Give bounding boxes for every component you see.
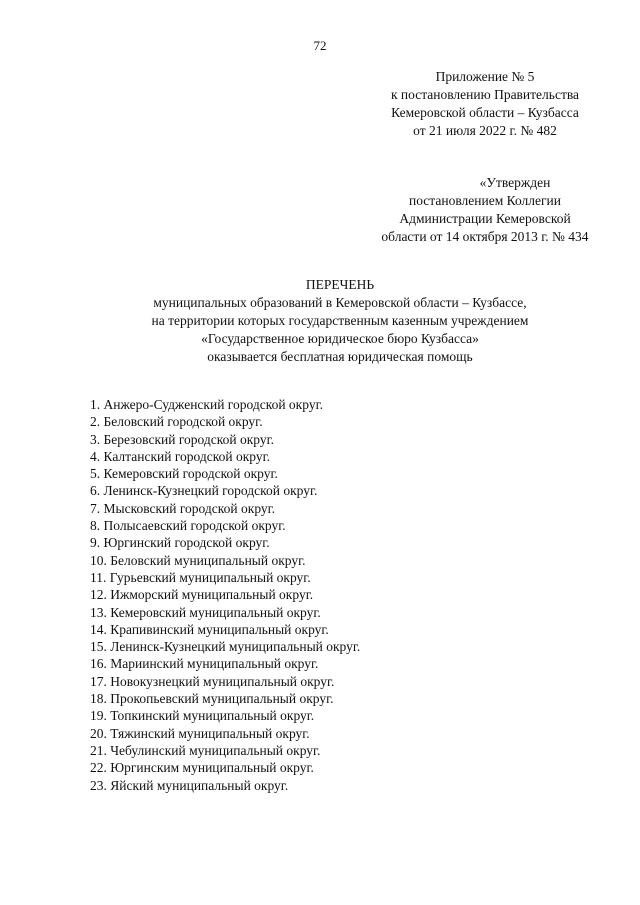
list-item: 6. Ленинск-Кузнецкий городской округ. bbox=[90, 483, 318, 499]
list-item: 17. Новокузнецкий муниципальный округ. bbox=[90, 673, 335, 689]
list-item: 14. Крапивинский муниципальный округ. bbox=[90, 621, 329, 637]
approval-line: постановлением Коллегии bbox=[409, 193, 561, 208]
approval-line: Администрации Кемеровской bbox=[399, 211, 571, 226]
appendix-line: Приложение № 5 bbox=[435, 69, 535, 84]
document-heading bbox=[110, 276, 570, 366]
appendix-line: к постановлению Правительства bbox=[390, 87, 580, 102]
list-item: 19. Топкинский муниципальный округ. bbox=[90, 708, 315, 724]
list-item: 10. Беловский муниципальный округ. bbox=[90, 552, 306, 568]
heading-line: «Государственное юридическое бюро Кузбасса» bbox=[201, 331, 479, 346]
appendix-line: Кемеровской области – Кузбасса bbox=[391, 105, 579, 120]
appendix-line: от 21 июля 2022 г. № 482 bbox=[413, 123, 557, 138]
list-item: 4. Калтанский городской округ. bbox=[90, 448, 270, 464]
list-item: 15. Ленинск-Кузнецкий муниципальный округ. bbox=[90, 639, 361, 655]
heading-line: на территории которых государственным казенным учреждением bbox=[151, 313, 529, 328]
list-item: 9. Юргинский городской округ. bbox=[90, 535, 270, 551]
list-item: 8. Полысаевский городской округ. bbox=[90, 518, 286, 534]
list-item: 23. Яйский муниципальный округ. bbox=[90, 777, 289, 793]
list-item: 16. Мариинский муниципальный округ. bbox=[90, 656, 319, 672]
heading-line: оказывается бесплатная юридическая помощь bbox=[207, 349, 473, 364]
list-item: 3. Березовский городской округ. bbox=[90, 431, 274, 447]
heading-title: ПЕРЕЧЕНЬ bbox=[305, 277, 375, 292]
municipality-list bbox=[90, 396, 360, 794]
list-item: 2. Беловский городской округ. bbox=[90, 414, 263, 430]
approval-line: «Утвержден bbox=[479, 175, 551, 190]
page-number: 72 bbox=[313, 38, 327, 53]
list-item: 18. Прокопьевский муниципальный округ. bbox=[90, 691, 334, 707]
list-item: 22. Юргинским муниципальный округ. bbox=[90, 760, 314, 776]
list-item: 11. Гурьевский муниципальный округ. bbox=[90, 569, 311, 585]
appendix-block bbox=[340, 68, 630, 140]
list-item: 12. Ижморский муниципальный округ. bbox=[90, 587, 314, 603]
list-item: 5. Кемеровский городской округ. bbox=[90, 466, 278, 482]
list-item: 21. Чебулинский муниципальный округ. bbox=[90, 742, 321, 758]
approval-line: области от 14 октября 2013 г. № 434 bbox=[381, 229, 589, 244]
list-item: 1. Анжеро-Судженский городской округ. bbox=[90, 397, 323, 412]
approval-block bbox=[330, 174, 640, 246]
list-item: 13. Кемеровский муниципальный округ. bbox=[90, 604, 321, 620]
heading-line: муниципальных образований в Кемеровской области – Кузбассе, bbox=[153, 295, 527, 310]
list-item: 20. Тяжинский муниципальный округ. bbox=[90, 725, 310, 741]
list-item: 7. Мысковский городской округ. bbox=[90, 500, 276, 516]
